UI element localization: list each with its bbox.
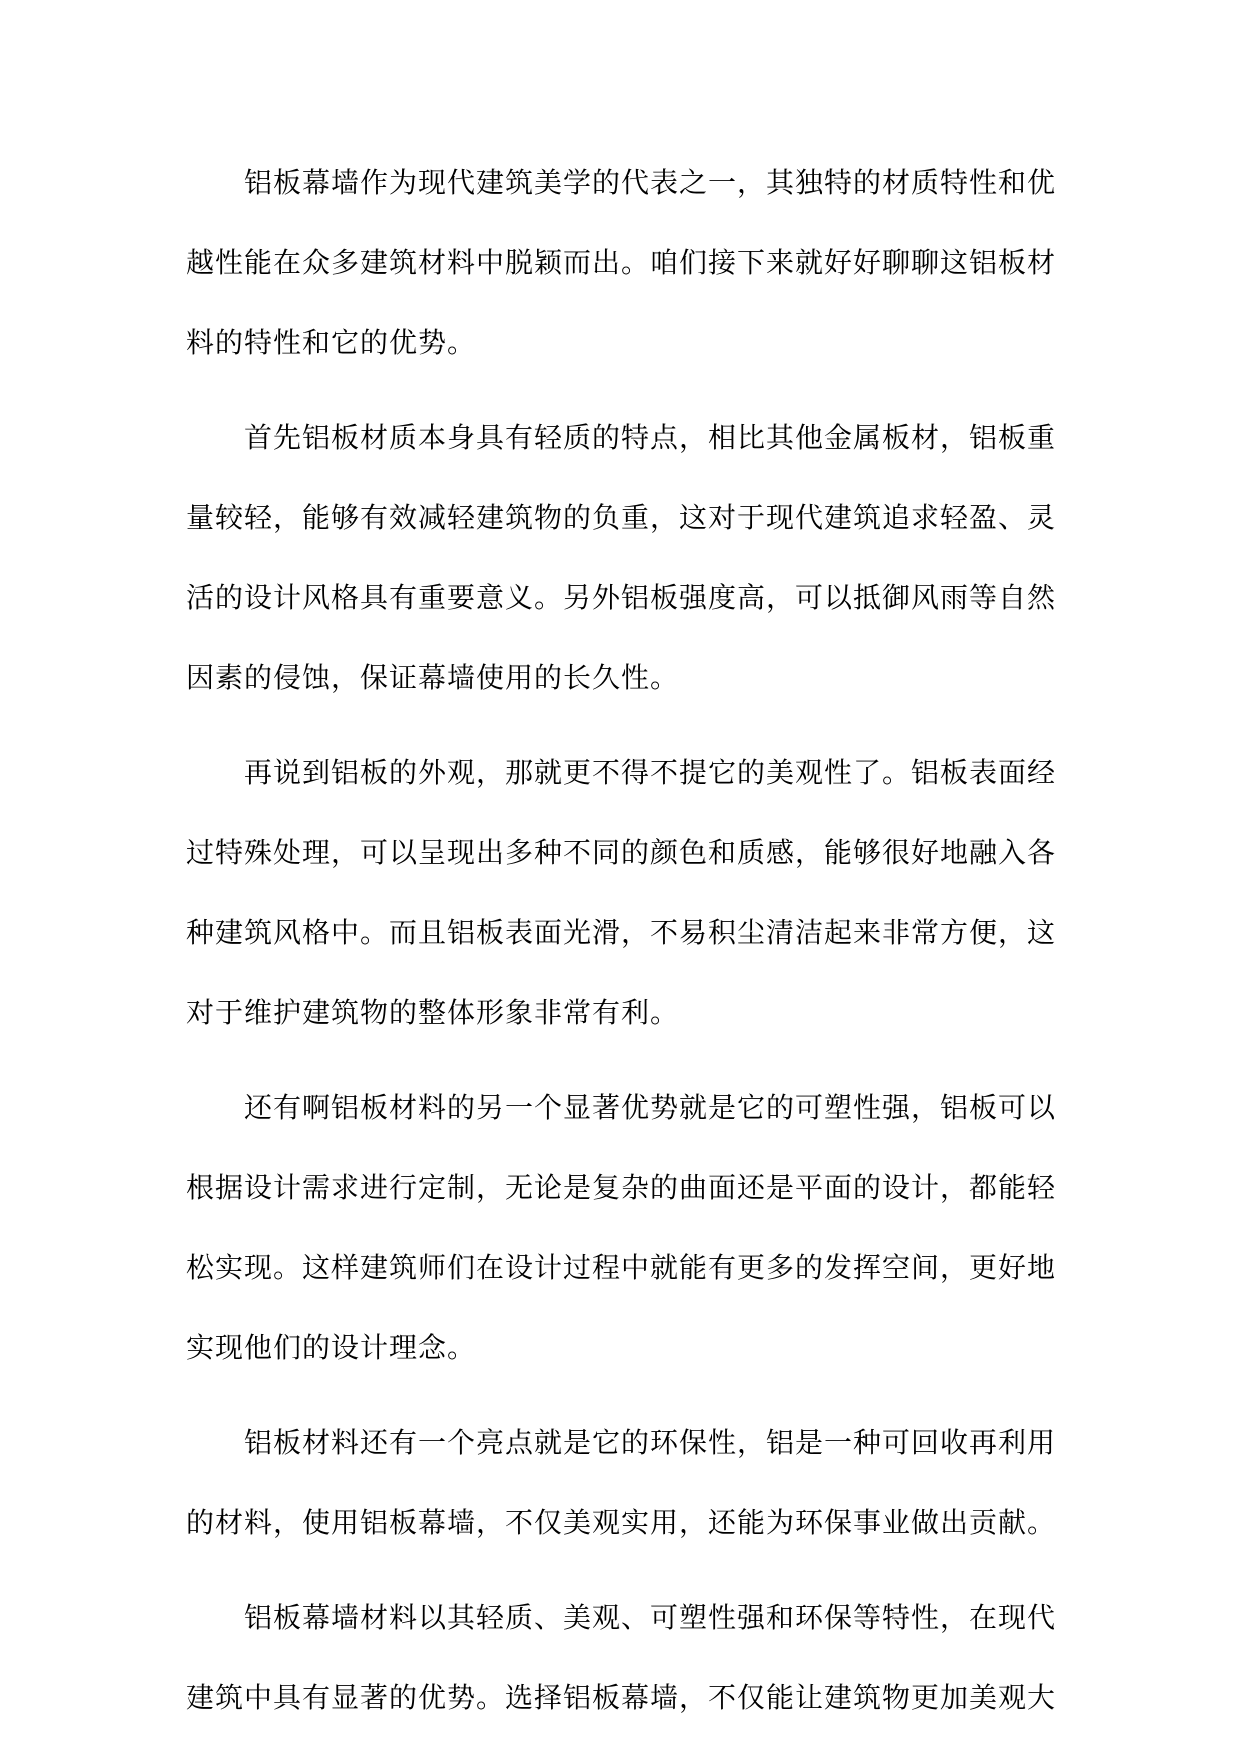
paragraph-5: 铝板材料还有一个亮点就是它的环保性，铝是一种可回收再利用的材料，使用铝板幕墙，不仅美观实用，还能为环保事业做出贡献。 [186,1426,1057,1539]
document-body [186,143,1056,1738]
paragraph-3: 再说到铝板的外观，那就更不得不提它的美观性了。铝板表面经过特殊处理，可以呈现出多种不同的颜色和质感，能够很好地融入各种建筑风格中。而且铝板表面光滑，不易积尘清洁起来非常方便，这对于维护建筑物的整体形象非常有利。 [186,756,1057,1029]
paragraph-1: 铝板幕墙作为现代建筑美学的代表之一，其独特的材质特性和优越性能在众多建筑材料中脱颖而出。咱们接下来就好好聊聊这铝板材料的特性和它的优势。 [186,166,1057,359]
paragraph-2: 首先铝板材质本身具有轻质的特点，相比其他金属板材，铝板重量较轻，能够有效减轻建筑物的负重，这对于现代建筑追求轻盈、灵活的设计风格具有重要意义。另外铝板强度高，可以抵御风雨等自然因素的侵蚀，保证幕墙使用的长久性。 [186,421,1057,694]
paragraph-6: 铝板幕墙材料以其轻质、美观、可塑性强和环保等特性，在现代建筑中具有显著的优势。选择铝板幕墙，不仅能让建筑物更加美观大 [186,1601,1057,1714]
paragraph-4: 还有啊铝板材料的另一个显著优势就是它的可塑性强，铝板可以根据设计需求进行定制，无论是复杂的曲面还是平面的设计，都能轻松实现。这样建筑师们在设计过程中就能有更多的发挥空间，更好地实现他们的设计理念。 [186,1091,1057,1364]
